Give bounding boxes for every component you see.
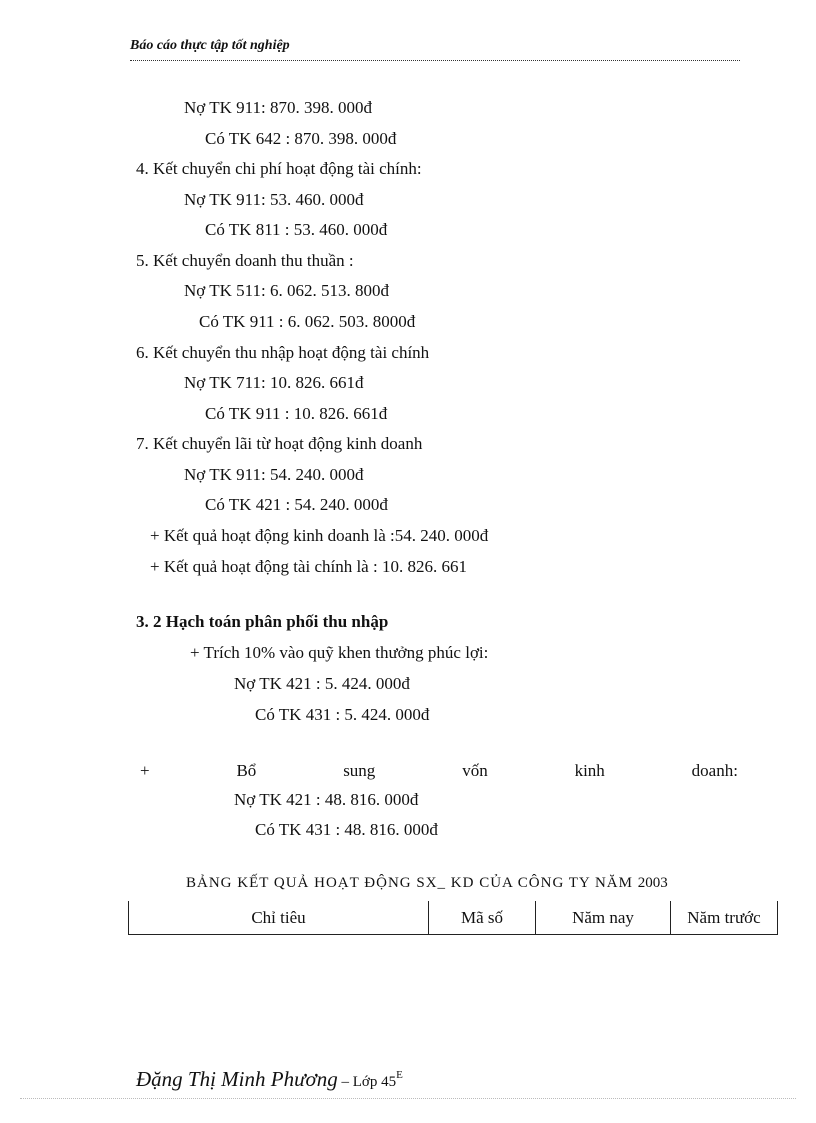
entry-debit-911-b: Nợ TK 911: 53. 460. 000đ	[184, 190, 364, 209]
entry-debit-511: Nợ TK 511: 6. 062. 513. 800đ	[184, 281, 389, 300]
result-business: + Kết quả hoạt động kinh doanh là :54. 240. 000đ	[150, 526, 489, 545]
class-label: – Lớp 45	[337, 1074, 397, 1090]
allocation-capital	[140, 761, 738, 781]
col-header: Năm nay	[536, 901, 671, 935]
item-5-heading: 5. Kết chuyển doanh thu thuần :	[136, 251, 354, 270]
author-name: Đặng Thị Minh Phương	[136, 1067, 338, 1091]
item-4-heading: 4. Kết chuyển chi phí hoạt động tài chính:	[136, 159, 422, 178]
entry-debit-911-c: Nợ TK 911: 54. 240. 000đ	[184, 465, 364, 484]
entry-debit-711: Nợ TK 711: 10. 826. 661đ	[184, 373, 364, 392]
class-suffix: E	[396, 1069, 403, 1081]
table-header-row	[129, 901, 778, 935]
footer-rule	[20, 1098, 796, 1099]
page-header: Báo cáo thực tập tốt nghiệp	[130, 38, 740, 61]
result-financial: + Kết quả hoạt động tài chính là : 10. 826. 661	[150, 557, 467, 576]
section-heading: 3. 2 Hạch toán phân phối thu nhập	[136, 612, 389, 631]
entry-credit-431: Có TK 431 : 5. 424. 000đ	[255, 705, 430, 724]
footer	[136, 1067, 403, 1092]
table-title	[186, 875, 668, 892]
allocation-welfare: + Trích 10% vào quỹ khen thưởng phúc lợi:	[190, 643, 489, 662]
word: sung	[343, 761, 376, 780]
entry-credit-811: Có TK 811 : 53. 460. 000đ	[205, 220, 388, 239]
entry-debit-421: Nợ TK 421 : 5. 424. 000đ	[234, 674, 410, 693]
word: kinh	[574, 761, 605, 780]
word: vốn	[462, 761, 488, 780]
table-title-text: BẢNG KẾT QUẢ HOẠT ĐỘNG SX_ KD CỦA CÔNG TY NĂM	[186, 875, 633, 891]
item-6-heading: 6. Kết chuyển thu nhập hoạt động tài chính	[136, 343, 430, 362]
results-table	[128, 901, 778, 935]
word: Bổ	[236, 761, 257, 780]
entry-credit-431-b: Có TK 431 : 48. 816. 000đ	[255, 820, 438, 839]
col-header: Năm trước	[671, 901, 778, 935]
entry-credit-911: Có TK 911 : 6. 062. 503. 8000đ	[199, 312, 416, 331]
col-header: Mã số	[429, 901, 536, 935]
word: doanh:	[691, 761, 738, 780]
entry-debit-421-b: Nợ TK 421 : 48. 816. 000đ	[234, 790, 419, 809]
entry-credit-421: Có TK 421 : 54. 240. 000đ	[205, 495, 388, 514]
table-title-year: 2003	[637, 875, 668, 891]
entry-credit-642: Có TK 642 : 870. 398. 000đ	[205, 129, 397, 148]
item-7-heading: 7. Kết chuyển lãi từ hoạt động kinh doanh	[136, 434, 423, 453]
entry-credit-911-b: Có TK 911 : 10. 826. 661đ	[205, 404, 388, 423]
entry-debit-911: Nợ TK 911: 870. 398. 000đ	[184, 98, 372, 117]
col-header: Chỉ tiêu	[129, 901, 429, 935]
word: +	[140, 761, 150, 780]
